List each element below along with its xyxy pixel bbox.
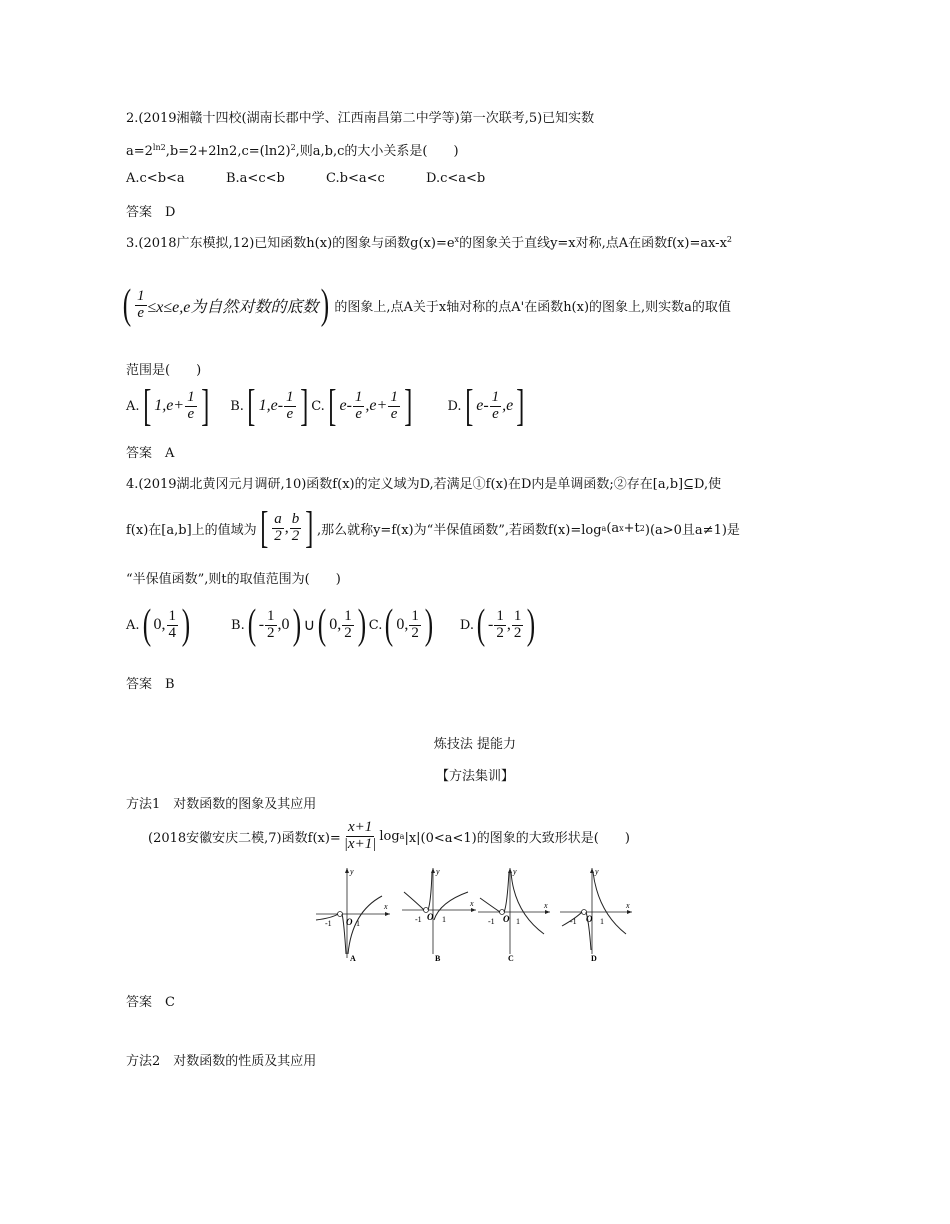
q4-answer: 答案 B: [126, 677, 175, 692]
q4-option-c: C. ( 0, $\frac{1}{2}$ ): [368, 602, 434, 648]
section-title: 炼技法 提能力: [433, 737, 517, 752]
svg-text:1: 1: [600, 917, 604, 926]
svg-text:x: x: [470, 899, 474, 908]
q2-option-b: B.a<c<b: [226, 171, 285, 186]
graph-c: [478, 867, 550, 962]
method2-heading: 方法2 对数函数的性质及其应用: [126, 1054, 317, 1069]
q4-stem-line2: f(x)在[a,b]上的值域为 [ $\frac{a}{2}$ , $\frac{b}{2}$ ] ,那么就称y=f(x)为“半保值函数”,若函数f(x)=log a (a x +t 2 )(a>0且a≠1)是: [126, 503, 740, 552]
example-graphs: [310, 862, 640, 962]
svg-text:y: y: [595, 867, 599, 876]
svg-text:O: O: [427, 912, 434, 922]
q3-answer: 答案 A: [126, 446, 175, 461]
method1-heading: 方法1 对数函数的图象及其应用: [126, 797, 317, 812]
q3-option-c: C. [ e- $\frac{1}{e}$ ,e+ $\frac{1}{e}$ ]: [311, 381, 413, 430]
svg-text:B: B: [435, 954, 441, 962]
svg-text:1: 1: [356, 919, 360, 928]
q2-option-d: D.c<a<b: [426, 171, 486, 186]
svg-text:y: y: [513, 867, 517, 876]
q3-stem-line2: ( $\frac{1}{e}$ ≤x≤e,e为自然对数的底数 ) 的图象上,点A关于x轴对称的点A'在函数h(x)的图象上,则实数a的取值: [122, 282, 731, 328]
example-answer: 答案 C: [126, 995, 175, 1010]
svg-text:-1: -1: [488, 917, 495, 926]
svg-text:-1: -1: [415, 915, 422, 924]
svg-text:x: x: [544, 901, 548, 910]
q3-option-a: A. [ 1,e+ $\frac{1}{e}$ ]: [126, 381, 209, 430]
q3-stem-line3: 范围是( ): [126, 363, 202, 378]
q2-answer: 答案 D: [126, 205, 176, 220]
svg-text:A: A: [350, 954, 356, 962]
q2-stem-line1: 2.(2019湘赣十四校(湖南长郡中学、江西南昌第二中学等)第一次联考,5)已知实数: [126, 111, 595, 126]
right-paren: ): [321, 282, 330, 328]
graph-a: [316, 867, 390, 962]
q2-stem-line2: $a=2^{ln2},b=2+2\ln 2,c=(\ln 2)^2$,则a,b,c的大小关系是( ): [126, 143, 459, 159]
svg-text:C: C: [508, 954, 514, 962]
q4-stem-line3: “半保值函数”,则t的取值范围为( ): [126, 572, 341, 587]
svg-text:x: x: [384, 902, 388, 911]
q3-option-b: B. [ 1,e- $\frac{1}{e}$ ]: [230, 381, 308, 430]
svg-text:y: y: [436, 867, 440, 876]
svg-text:D: D: [591, 954, 597, 962]
svg-text:x: x: [626, 901, 630, 910]
svg-text:1: 1: [516, 917, 520, 926]
svg-text:-1: -1: [325, 919, 332, 928]
svg-text:1: 1: [442, 915, 446, 924]
svg-text:O: O: [586, 914, 593, 924]
graph-b: [402, 867, 476, 962]
q4-option-d: D. ( - $\frac{1}{2}$ , $\frac{1}{2}$ ): [459, 602, 536, 648]
svg-text:O: O: [346, 917, 353, 927]
q3-options: [126, 381, 528, 430]
q3-condition-text: ≤x≤e,e为自然对数的底数: [147, 298, 319, 316]
q4-option-a: A. ( 0, $\frac{1}{4}$ ): [126, 602, 191, 648]
example-stem: (2018安徽安庆二模,7)函数f(x)= $\frac{x+1}{|x+1|}$ log a |x|(0<a<1)的图象的大致形状是( ): [148, 819, 630, 852]
graph-d: [560, 867, 632, 962]
svg-text:-1: -1: [570, 917, 577, 926]
q4-stem-line1: 4.(2019湖北黄冈元月调研,10)函数f(x)的定义域为D,若满足①f(x)在D内是单调函数;②存在[a,b]⊆D,使: [126, 477, 722, 492]
svg-text:y: y: [350, 867, 354, 876]
q3-stem-line1: 3.(2018广东模拟,12)已知函数h(x)的图象与函数$g(x)=e^x$的图象关于直线y=x对称,点A在函数$f(x)=ax-x^2$: [126, 235, 733, 251]
left-paren: (: [122, 282, 132, 328]
q2-option-a: A.c<b<a: [126, 171, 185, 186]
svg-text:O: O: [503, 914, 510, 924]
q4-options: [126, 604, 538, 646]
q3-condition-fraction: $\frac{1}{e}$: [137, 287, 145, 321]
section-subtitle: 【方法集训】: [435, 769, 514, 784]
q4-option-b: B. ( - $\frac{1}{2}$ ,0 ) ∪ ( 0, $\frac{1}{2}$ ): [231, 602, 366, 648]
q3-option-d: D. [ e- $\frac{1}{e}$ ,e ]: [447, 381, 525, 430]
q2-option-c: C.b<a<c: [326, 171, 385, 186]
